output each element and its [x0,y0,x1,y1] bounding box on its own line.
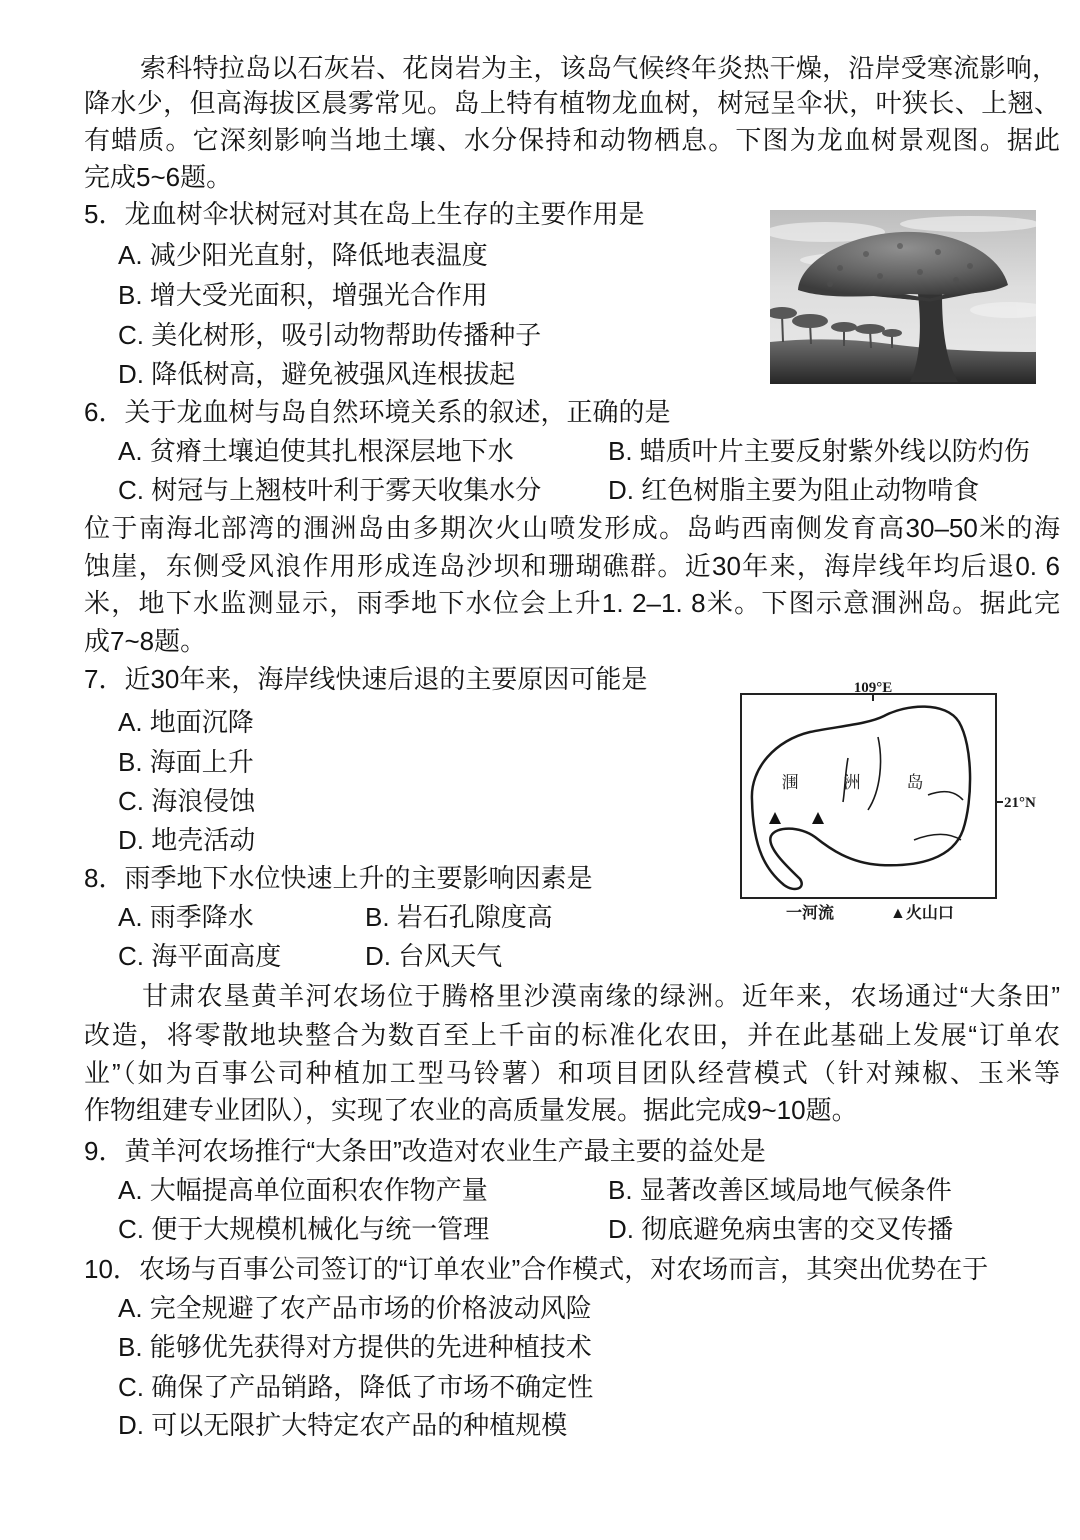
island-label-char: 洲 [843,773,861,792]
question-text: 龙血树伞状树冠对其在岛上生存的主要作用是 [124,199,645,229]
question-9-option-c: C. 便于大规模机械化与统一管理 [118,1214,490,1244]
island-label-char: 岛 [906,773,924,792]
passage2-line: 米，地下水监测显示，雨季地下水位会上升1. 2–1. 8米。下图示意涠洲岛。据此完 [84,588,1060,618]
question-9-option-b: B. 显著改善区域局地气候条件 [608,1175,952,1205]
question-5-option-a: A. 减少阳光直射，降低地表温度 [118,240,488,270]
latitude-label: 21°N [1004,795,1036,811]
passage1-line: 完成5~6题。 [84,162,233,192]
passage3-line: 业”（如为百事公司种植加工型马铃薯）和项目团队经营模式（针对辣椒、玉米等 [84,1058,1060,1088]
passage2-line: 位于南海北部湾的涠洲岛由多期次火山喷发形成。岛屿西南侧发育高30–50米的海 [84,513,1060,543]
question-7-option-d: D. 地壳活动 [118,825,256,855]
river-line [914,834,961,840]
passage2-line: 成7~8题。 [84,626,207,656]
question-text: 农场与百事公司签订的“订单农业”合作模式，对农场而言，其突出优势在于 [138,1254,989,1284]
question-9-option-a: A. 大幅提高单位面积农作物产量 [118,1175,488,1205]
passage1-line: 降水少，但高海拔区晨雾常见。岛上特有植物龙血树，树冠呈伞状，叶狭长、上翘、 [84,88,1060,118]
legend-label: 火山口 [905,905,954,922]
question-5-option-c: C. 美化树形，吸引动物帮助传播种子 [118,320,542,350]
question-5-option-b: B. 增大受光面积，增强光合作用 [118,280,488,310]
passage3-line: 甘肃农垦黄羊河农场位于腾格里沙漠南缘的绿洲。近年来，农场通过“大条田” [142,981,1060,1011]
island-label-char: 涠 [781,773,799,792]
passage3-line: 改造，将零散地块整合为数百至上千亩的标准化农田，并在此基础上发展“订单农 [84,1020,1060,1050]
question-7-option-a: A. 地面沉降 [118,707,254,737]
question-10-option-a: A. 完全规避了农产品市场的价格波动风险 [118,1293,592,1323]
question-8-option-c: C. 海平面高度 [118,941,282,971]
question-6-stem [84,394,1060,430]
question-text: 关于龙血树与岛自然环境关系的叙述，正确的是 [124,397,671,427]
question-6-option-c: C. 树冠与上翘枝叶利于雾天收集水分 [118,475,542,505]
volcano-icon [769,812,781,824]
question-text: 雨季地下水位快速上升的主要影响因素是 [124,863,593,893]
question-number: 6． [84,397,125,427]
question-6-option-d: D. 红色树脂主要为阻止动物啃食 [608,475,980,505]
question-10-option-b: B. 能够优先获得对方提供的先进种植技术 [118,1332,592,1362]
question-number: 9． [84,1136,125,1166]
question-6-option-b: B. 蜡质叶片主要反射紫外线以防灼伤 [608,436,1030,466]
question-number: 7． [84,664,125,694]
passage3-line: 作物组建专业团队），实现了农业的高质量发展。据此完成9~10题。 [84,1095,858,1125]
question-7-option-c: C. 海浪侵蚀 [118,786,256,816]
legend-label: 河流 [802,905,835,922]
legend-river [786,903,834,922]
question-number: 8． [84,863,125,893]
longitude-label: 109°E [853,680,893,696]
dragon-blood-tree-photo [770,210,1036,384]
question-text: 黄羊河农场推行“大条田”改造对农业生产最主要的益处是 [124,1136,766,1166]
question-5-option-d: D. 降低树高，避免被强风连根拔起 [118,359,516,389]
passage2-line: 蚀崖，东侧受风浪作用形成连岛沙坝和珊瑚礁群。近30年来，海岸线年均后退0. 6 [84,551,1060,581]
volcano-legend-icon: ▲ [890,905,906,922]
question-8-option-b: B. 岩石孔隙度高 [365,902,553,932]
volcano-icon [812,812,824,824]
question-10-option-d: D. 可以无限扩大特定农产品的种植规模 [118,1410,568,1440]
passage1-line: 有蜡质。它深刻影响当地土壤、水分保持和动物栖息。下图为龙血树景观图。据此 [84,125,1060,155]
question-10-stem [84,1251,1060,1287]
question-8-option-d: D. 台风天气 [365,941,503,971]
question-10-option-c: C. 确保了产品销路，降低了市场不确定性 [118,1372,594,1402]
question-9-option-d: D. 彻底避免病虫害的交叉传播 [608,1214,954,1244]
question-9-stem [84,1133,1060,1169]
legend-volcano [890,904,954,922]
question-6-option-a: A. 贫瘠土壤迫使其扎根深层地下水 [118,436,514,466]
passage1-line: 索科特拉岛以石灰岩、花岗岩为主，该岛气候终年炎热干燥，沿岸受寒流影响， [140,53,1058,83]
river-line [868,737,881,810]
question-7-option-b: B. 海面上升 [118,747,254,777]
question-8-option-a: A. 雨季降水 [118,902,254,932]
question-text: 近30年来，海岸线快速后退的主要原因可能是 [124,664,648,694]
question-number: 10． [84,1254,139,1284]
river-line [928,792,963,800]
river-legend-icon: 一 [786,905,803,922]
question-number: 5． [84,199,125,229]
question-8-stem [84,860,1060,896]
